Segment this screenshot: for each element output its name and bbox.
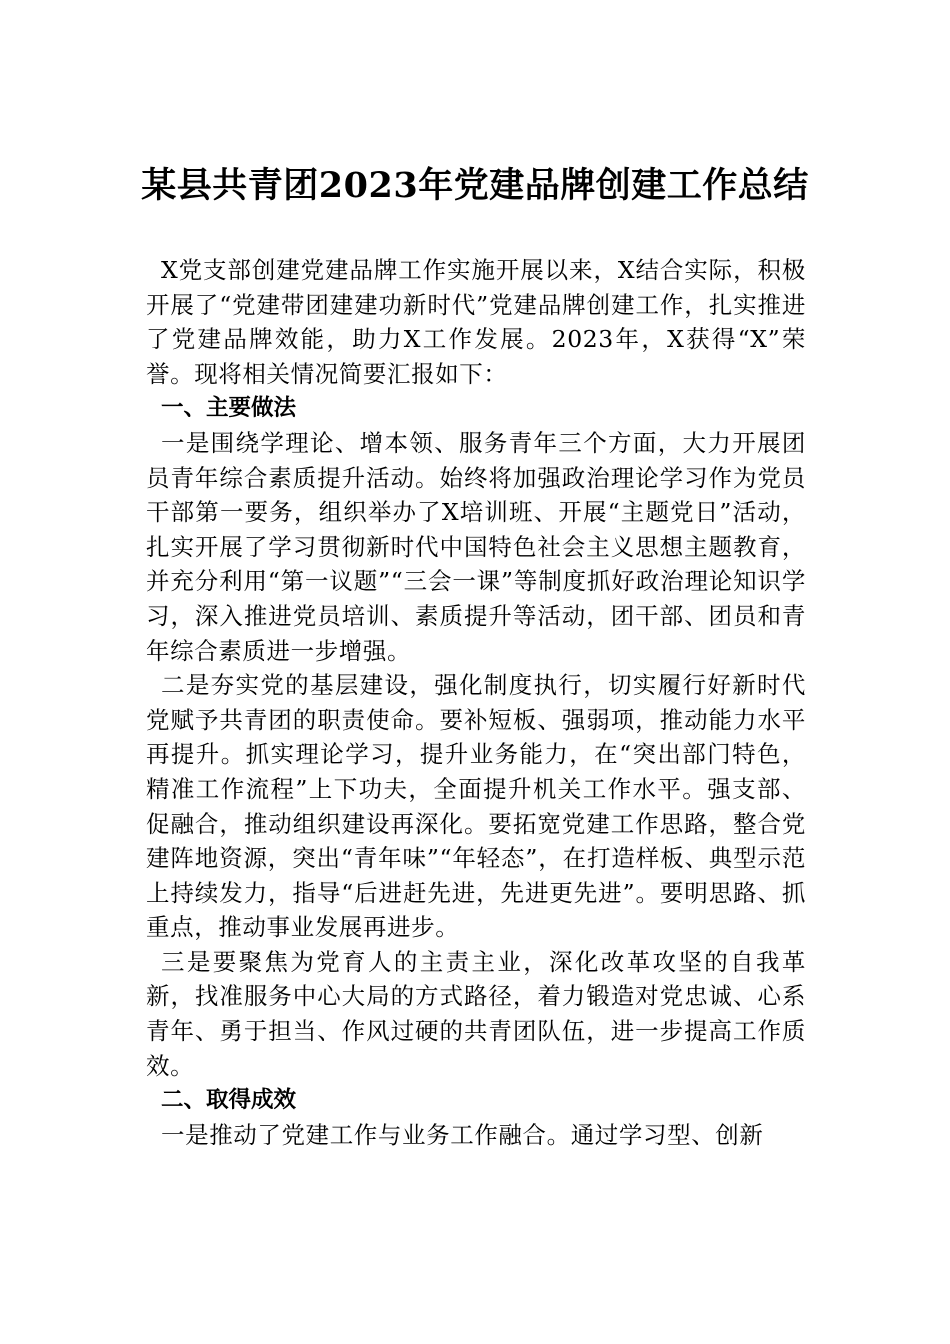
section-heading-main-practices: 一、主要做法 [161,395,297,422]
document-title: 某县共青团2023年党建品牌创建工作总结 [141,165,809,206]
intro-paragraph: X党支部创建党建品牌工作实施开展以来，X结合实际，积极开展了“党建带团建建功新时代”党建品牌创建工作，扎实推进了党建品牌效能，助力X工作发展。2023年，X获得“X”荣誉。现将相关情况简要汇报如下： [146,256,806,388]
paragraph: 一是推动了党建工作与业务工作融合。通过学习型、创新 [161,1120,764,1149]
paragraph: 二是夯实党的基层建设，强化制度执行，切实履行好新时代党赋予共青团的职责使命。要补短板、强弱项，推动能力水平再提升。抓实理论学习，提升业务能力，在“突出部门特色，精准工作流程”上下功夫，全面提升机关工作水平。强支部、促融合，推动组织建设再深化。要拓宽党建工作思路，整合党建阵地资源，突出“青年味”“年轻态”，在打造样板、典型示范上持续发力，指导“后进赶先进，先进更先进”。要明思路、抓重点，推动事业发展再进步。 [146,671,806,942]
paragraph: 一是围绕学理论、增本领、服务青年三个方面，大力开展团员青年综合素质提升活动。始终将加强政治理论学习作为党员干部第一要务，组织举办了X培训班、开展“主题党日”活动，扎实开展了学习贯彻新时代中国特色社会主义思想主题教育，并充分利用“第一议题”“三会一课”等制度抓好政治理论知识学习，深入推进党员培训、素质提升等活动，团干部、团员和青年综合素质进一步增强。 [146,428,806,665]
section-heading-results: 二、取得成效 [161,1087,297,1114]
paragraph: 三是要聚焦为党育人的主责主业，深化改革攻坚的自我革新，找准服务中心大局的方式路径，着力锻造对党忠诚、心系青年、勇于担当、作风过硬的共青团队伍，进一步提高工作质效。 [146,947,806,1080]
document-body [146,253,806,1152]
